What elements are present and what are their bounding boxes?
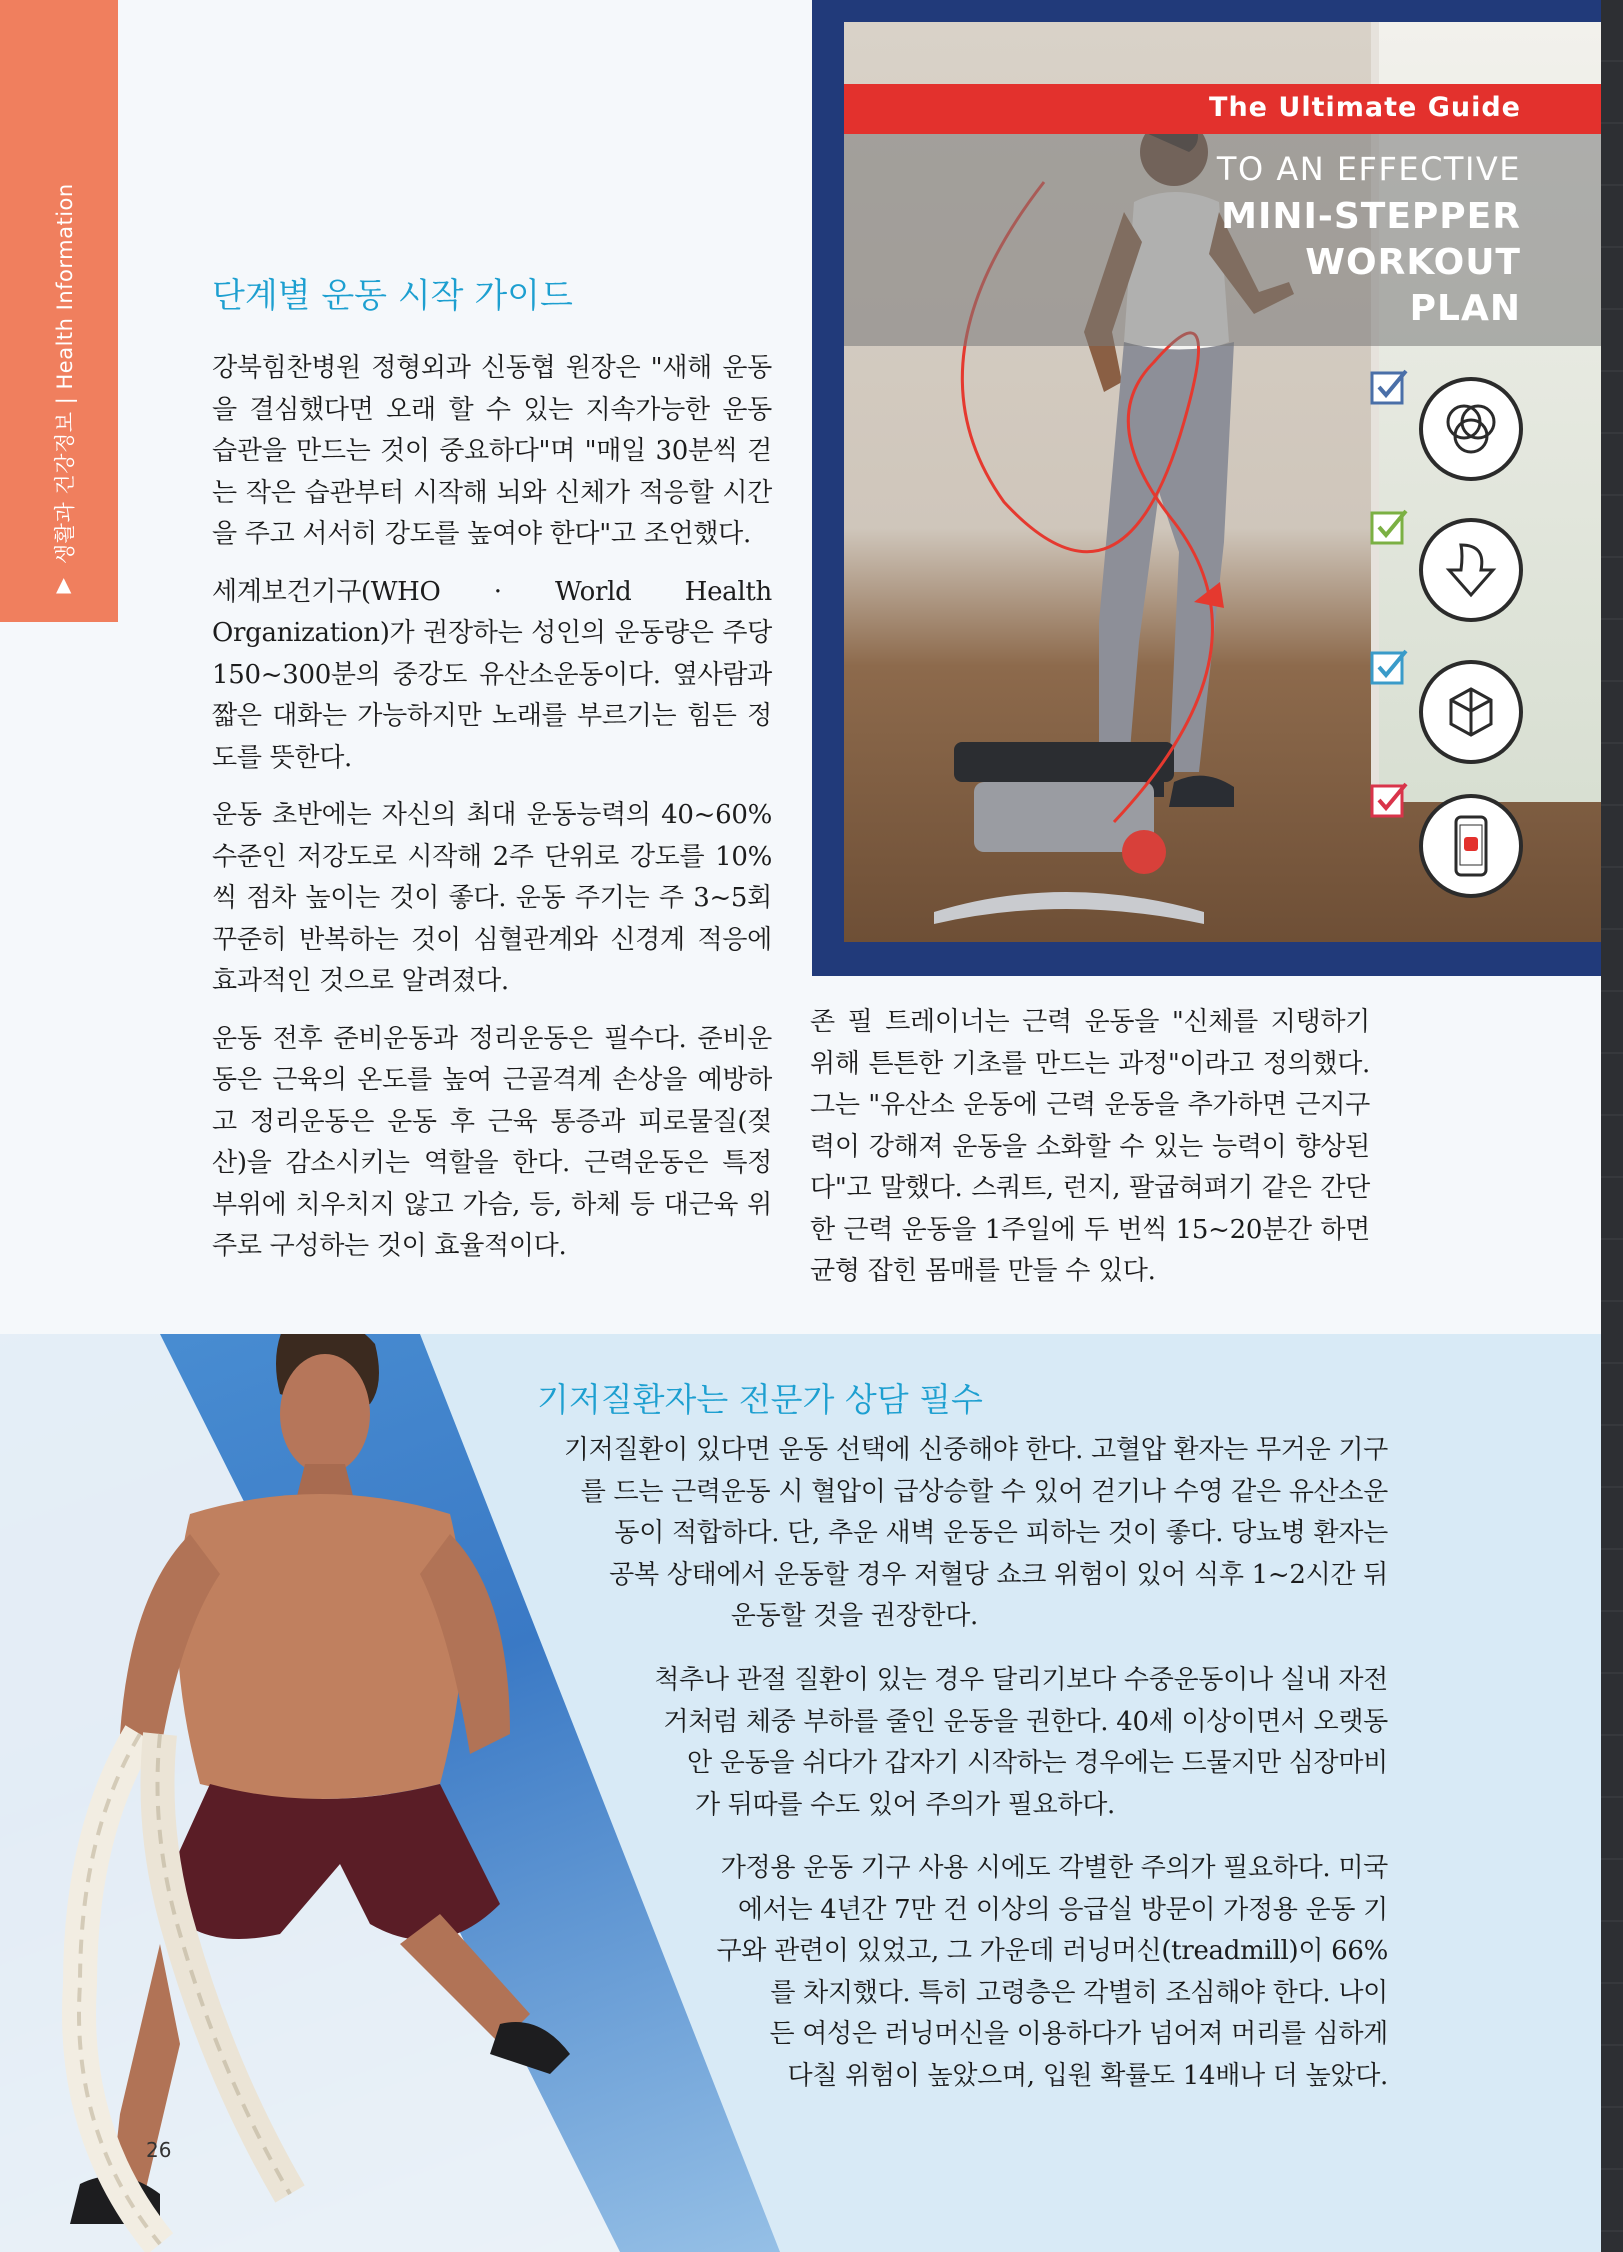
page-number: 26 (146, 2138, 172, 2162)
phone-app-icon (1419, 794, 1523, 898)
guide-title-line3: WORKOUT (1305, 242, 1521, 283)
section1-right-column (810, 1002, 1370, 1309)
side-section-tab (0, 0, 118, 622)
cube-icon (1419, 660, 1523, 764)
text-line: 기저질환이 있다면 운동 선택에 신중해야 한다. 고혈압 환자는 무거운 기구 (563, 1435, 1388, 1465)
text-line: 가정용 운동 기구 사용 시에도 각별한 주의가 필요하다. 미국 (720, 1853, 1388, 1883)
text-line: 안 운동을 쉬다가 갑자기 시작하는 경우에는 드물지만 심장마비 (687, 1748, 1388, 1778)
text-line: 운동할 것을 권장한다. (730, 1601, 978, 1631)
section1-paragraph-4: 운동 전후 준비운동과 정리운동은 필수다. 준비운동은 근육의 온도를 높여 근골격계 손상을 예방하고 정리운동은 운동 후 근육 통증과 피로물질(젖산)을 감소시키는 역할을 한다. 근력운동은 특정 부위에 치우치지 않고 가슴, 등, 하체 등 대근육 위주로 구성하는 것이 효율적이다. (212, 1023, 772, 1261)
bookmark-icon: ▲ (56, 572, 72, 597)
section1-paragraph-3: 운동 초반에는 자신의 최대 운동능력의 40~60% 수준인 저강도로 시작해 2주 단위로 강도를 10%씩 점차 높이는 것이 좋다. 운동 주기는 주 3~5회 꾸준히 반복하는 것이 심혈관계와 신경계 적응에 효과적인 것으로 알려졌다. (212, 800, 772, 996)
section1-paragraph-1: 강북힘찬병원 정형외과 신동협 원장은 "새해 운동을 결심했다면 오래 할 수 있는 지속가능한 운동 습관을 만드는 것이 중요하다"며 "매일 30분씩 걷는 작은 습관부터 시작해 뇌와 신체가 적응할 시간을 주고 서서히 강도를 높여야 한다"고 조언했다. (212, 353, 772, 549)
checkbox-icon (1369, 647, 1411, 689)
text-line: 를 드는 근력운동 시 혈압이 급상승할 수 있어 걷기나 수영 같은 유산소운 (580, 1476, 1388, 1507)
text-line: 가 뒤따를 수도 있어 주의가 필요하다. (694, 1789, 1115, 1820)
text-line: 다칠 위험이 높았으며, 입원 확률도 14배나 더 높았다. (787, 2060, 1388, 2091)
mini-stepper-photo (844, 22, 1601, 942)
guide-banner (844, 84, 1601, 134)
section1-title: 단계별 운동 시작 가이드 (212, 276, 573, 316)
text-line: 구와 관련이 있었고, 그 가운데 러닝머신(treadmill)이 66% (716, 1936, 1388, 1966)
guide-title-line1: TO AN EFFECTIVE (1216, 150, 1521, 188)
guide-title-main (1221, 194, 1521, 332)
checkbox-icon (1369, 507, 1411, 549)
text-line: 동이 적합하다. 단, 추운 새벽 운동은 피하는 것이 좋다. 당뇨병 환자는 (614, 1518, 1388, 1548)
guide-title-line4: PLAN (1409, 288, 1521, 329)
checkbox-icon (1369, 780, 1411, 822)
side-tab-label: 생활과 건강정보 | Health Information (53, 183, 77, 565)
side-tab-label-wrap (49, 183, 79, 597)
page-edge-strip (1601, 0, 1623, 2252)
section1-paragraph-2: 세계보건기구(WHO · World Health Organization)가 권장하는 성인의 운동량은 주당 150~300분의 중강도 유산소운동이다. 옆사람과 짧은 대화는 가능하지만 노래를 부르기는 힘든 정도를 뜻한다. (212, 576, 772, 773)
section2-paragraph-2 (654, 1660, 1388, 1826)
section1-right-paragraph: 존 필 트레이너는 근력 운동을 "신체를 지탱하기 위해 튼튼한 기초를 만드는 과정"이라고 정의했다. 그는 "유산소 운동에 근력 운동을 추가하면 근지구력이 강해져 운동을 소화할 수 있는 능력이 향상된다"고 말했다. 스쿼트, 런지, 팔굽혀펴기 같은 간단한 근력 운동을 1주일에 두 번씩 15~20분간 하면 균형 잡힌 몸매를 만들 수 있다. (810, 1007, 1370, 1286)
text-line: 에서는 4년간 7만 건 이상의 응급실 방문이 가정용 운동 기 (737, 1894, 1388, 1925)
guide-title-block (844, 134, 1601, 346)
man-battle-rope-photo (20, 1334, 580, 2252)
mini-stepper-photo-frame (812, 0, 1601, 976)
section1-left-column (212, 348, 772, 1284)
text-line: 공복 상태에서 운동할 경우 저혈당 쇼크 위험이 있어 식후 1~2시간 뒤 (609, 1559, 1388, 1590)
section2-paragraph-3 (716, 1848, 1388, 2097)
section2-paragraph-1 (564, 1430, 1388, 1638)
guide-banner-text: The Ultimate Guide (1209, 92, 1521, 123)
text-line: 척추나 관절 질환이 있는 경우 달리기보다 수중운동이나 실내 자전 (654, 1665, 1388, 1695)
arrow-down-icon (1419, 518, 1523, 622)
guide-title-line2: MINI-STEPPER (1221, 196, 1521, 237)
section2-title: 기저질환자는 전문가 상담 필수 (537, 1380, 983, 1419)
text-line: 든 여성은 러닝머신을 이용하다가 넘어져 머리를 심하게 (769, 2019, 1388, 2049)
venn-circles-icon (1419, 377, 1523, 481)
text-line: 를 차지했다. 특히 고령층은 각별히 조심해야 한다. 나이 (770, 1977, 1388, 2008)
text-line: 거처럼 체중 부하를 줄인 운동을 권한다. 40세 이상이면서 오랫동 (663, 1706, 1388, 1737)
checkbox-icon (1369, 367, 1411, 409)
